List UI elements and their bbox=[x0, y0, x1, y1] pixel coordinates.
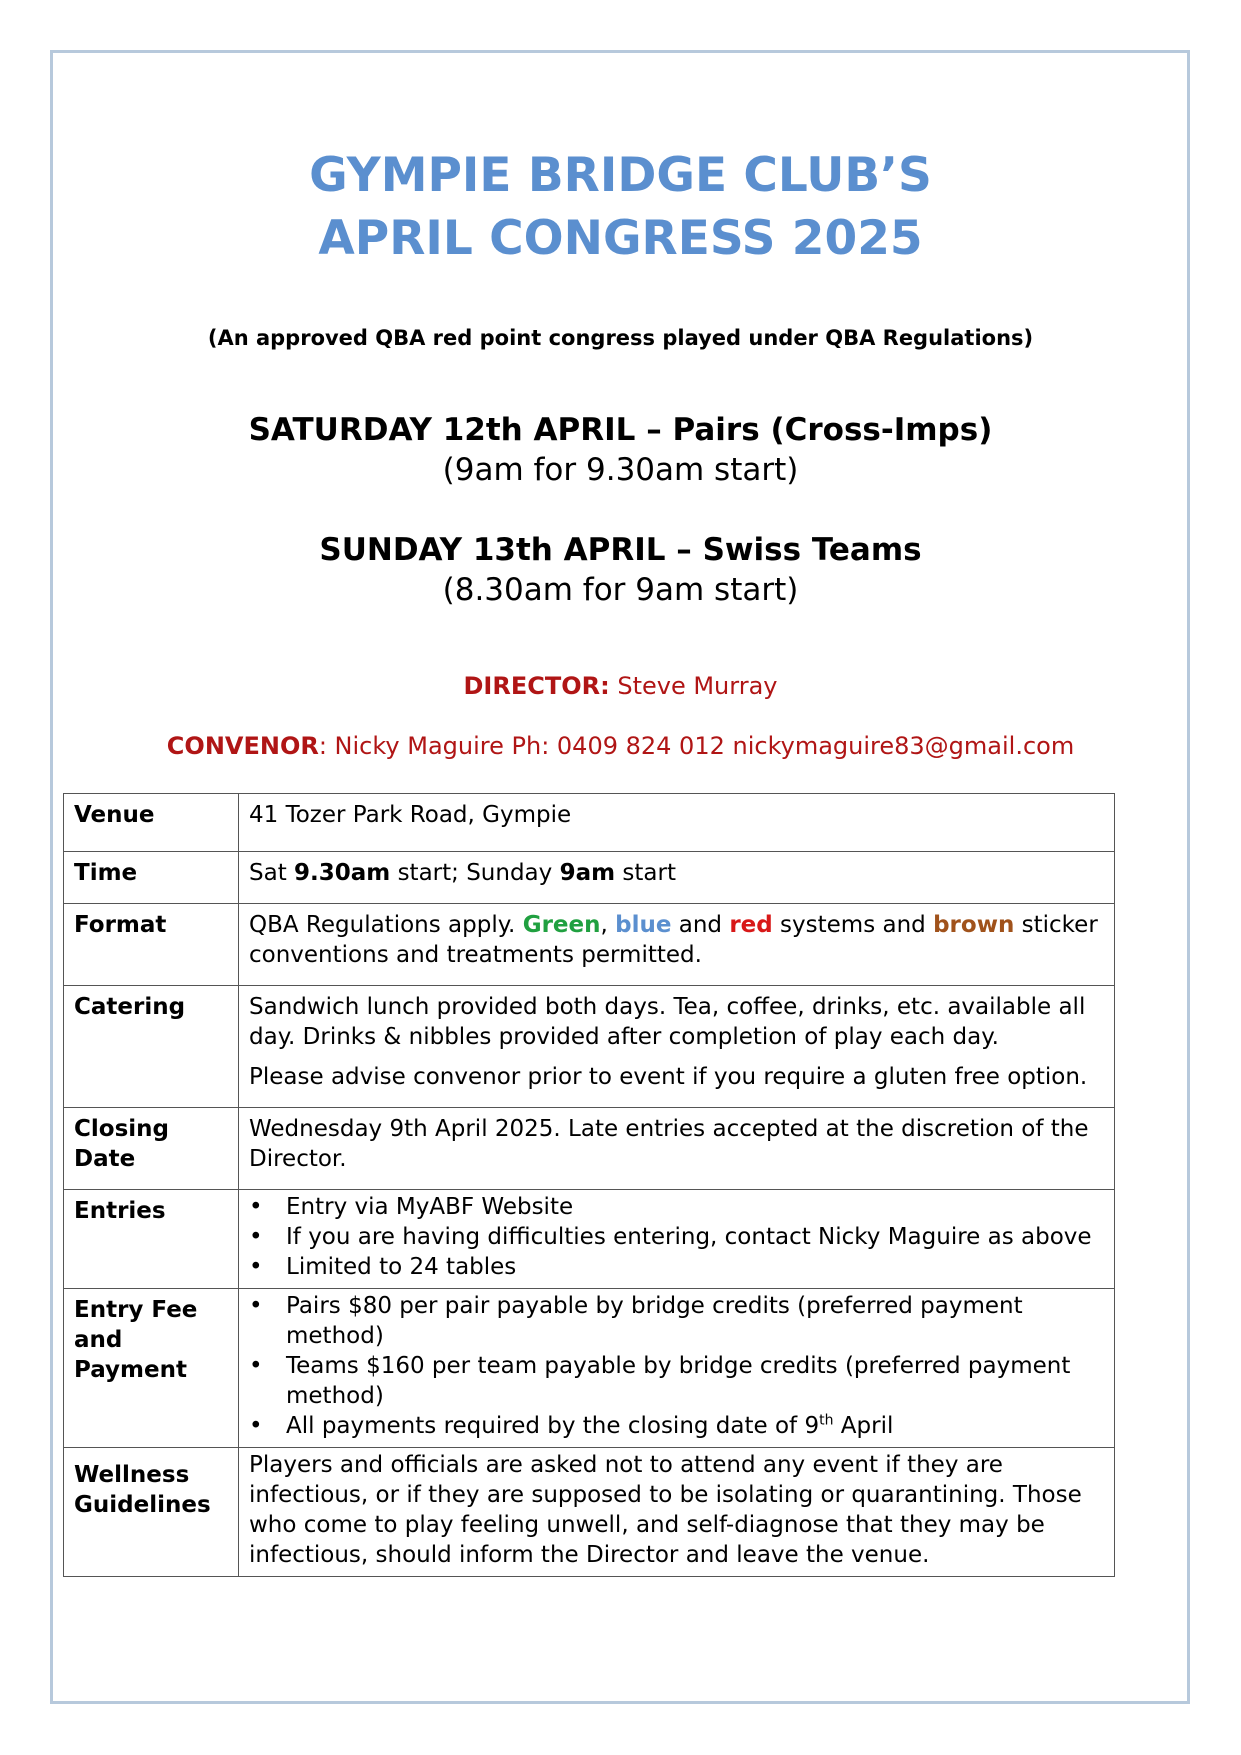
list-item: • Entry via MyABF Website bbox=[286, 1192, 1104, 1222]
fee-item3-post: April bbox=[833, 1413, 894, 1439]
time-pre: Sat bbox=[249, 860, 295, 886]
title-line-2: APRIL CONGRESS 2025 bbox=[318, 211, 923, 266]
format-label: Format bbox=[64, 904, 239, 986]
fee-item3-pre: All payments required by the closing date of 9 bbox=[286, 1413, 820, 1439]
congress-info-table bbox=[63, 793, 1115, 1577]
time-post: start bbox=[615, 860, 676, 886]
entry-fee-value bbox=[239, 1289, 1115, 1448]
list-item: • Pairs $80 per pair payable by bridge credits (preferred payment method) bbox=[286, 1291, 1104, 1351]
entries-label: Entries bbox=[64, 1190, 239, 1289]
sunday-event-time: (8.30am for 9am start) bbox=[442, 572, 799, 608]
format-and: and bbox=[671, 912, 730, 938]
convenor-details: : Nicky Maguire Ph: 0409 824 012 nickymaguire83@gmail.com bbox=[318, 732, 1075, 760]
table-row bbox=[64, 904, 1115, 986]
format-pre: QBA Regulations apply. bbox=[249, 912, 523, 938]
subtitle: (An approved QBA red point congress played under QBA Regulations) bbox=[207, 326, 1034, 350]
time-label: Time bbox=[64, 852, 239, 904]
list-item bbox=[286, 1411, 1104, 1441]
format-post: sticker conventions and treatments permitted. bbox=[249, 912, 1098, 968]
fee-list bbox=[249, 1291, 1104, 1441]
format-comma: , bbox=[600, 912, 616, 938]
format-blue: blue bbox=[615, 912, 672, 938]
format-green: Green bbox=[522, 912, 601, 938]
director-line bbox=[0, 672, 1241, 700]
fee-item3-sup: th bbox=[819, 1412, 834, 1429]
table-row bbox=[64, 1108, 1115, 1190]
closing-date-label: Closing Date bbox=[64, 1108, 239, 1190]
title-line-1: GYMPIE BRIDGE CLUB’S bbox=[309, 148, 932, 203]
list-item: • Limited to 24 tables bbox=[286, 1252, 1104, 1282]
time-value bbox=[239, 852, 1115, 904]
venue-value: 41 Tozer Park Road, Gympie bbox=[239, 794, 1115, 852]
list-item: • Teams $160 per team payable by bridge credits (preferred payment method) bbox=[286, 1351, 1104, 1411]
time-sun: 9am bbox=[559, 860, 616, 886]
table-row bbox=[64, 852, 1115, 904]
venue-label: Venue bbox=[64, 794, 239, 852]
time-mid: start; Sunday bbox=[390, 860, 560, 886]
table-row bbox=[64, 1448, 1115, 1577]
time-sat: 9.30am bbox=[294, 860, 391, 886]
closing-date-value: Wednesday 9th April 2025. Late entries accepted at the discretion of the Director. bbox=[239, 1108, 1115, 1190]
saturday-event-time: (9am for 9.30am start) bbox=[442, 452, 799, 488]
catering-para-1: Sandwich lunch provided both days. Tea, coffee, drinks, etc. available all day. Drinks & nibbles provided after completion of play each day. bbox=[249, 994, 1086, 1050]
wellness-label: Wellness Guidelines bbox=[64, 1448, 239, 1577]
format-value bbox=[239, 904, 1115, 986]
saturday-event-heading: SATURDAY 12th APRIL – Pairs (Cross-Imps) bbox=[248, 412, 993, 448]
wellness-value: Players and officials are asked not to attend any event if they are infectious, or if they are supposed to be isolating or quarantining. Those who come to play feeling unwell, and self-diagnose that they may be infectious, should inform the Director and leave the venue. bbox=[239, 1448, 1115, 1577]
sunday-event-heading: SUNDAY 13th APRIL – Swiss Teams bbox=[319, 532, 922, 568]
convenor-label: CONVENOR bbox=[166, 732, 319, 760]
table-row bbox=[64, 986, 1115, 1108]
table-row bbox=[64, 794, 1115, 852]
format-brown: brown bbox=[933, 912, 1015, 938]
catering-label: Catering bbox=[64, 986, 239, 1108]
entries-value bbox=[239, 1190, 1115, 1289]
format-mid: systems and bbox=[772, 912, 934, 938]
convenor-line bbox=[0, 732, 1241, 760]
catering-para-2: Please advise convenor prior to event if you require a gluten free option. bbox=[249, 1064, 1088, 1090]
list-item: • If you are having difficulties entering, contact Nicky Maguire as above bbox=[286, 1222, 1104, 1252]
table-row bbox=[64, 1289, 1115, 1448]
director-name: Steve Murray bbox=[609, 672, 778, 700]
entries-list bbox=[249, 1192, 1104, 1282]
table-row bbox=[64, 1190, 1115, 1289]
director-label: DIRECTOR: bbox=[463, 672, 610, 700]
format-red: red bbox=[729, 912, 773, 938]
catering-value bbox=[239, 986, 1115, 1108]
entry-fee-label: Entry Fee and Payment bbox=[64, 1289, 239, 1448]
